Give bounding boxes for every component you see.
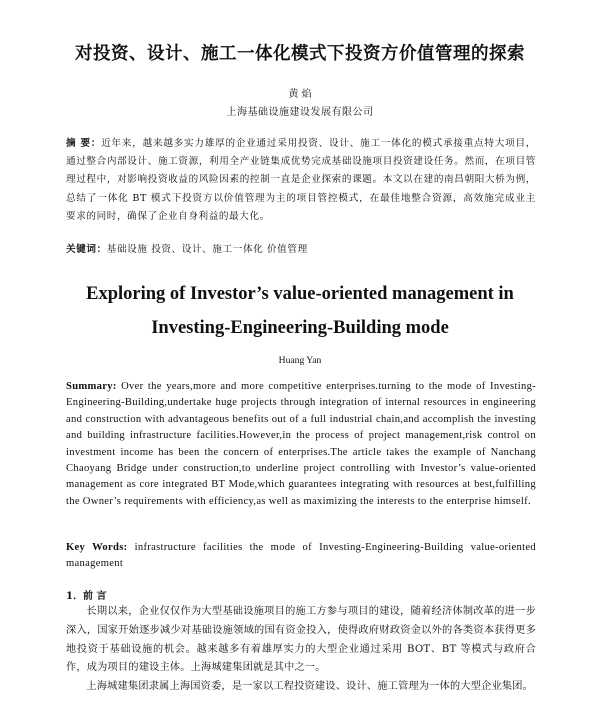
chinese-keywords — [66, 241, 536, 255]
chinese-abstract-text: 近年来，越来越多实力雄厚的企业通过采用投资、设计、施工一体化的模式承接重点特大项目，通过整合内部设计、施工资源，利用全产业链集成优势完成基础设施项目投资建设任务。然而，在项目管理过程中，对影响投资收益的风险因素的控制一直是企业探索的课题。本文以在建的南昌朝阳大桥为例，总结了一体化 BT 模式下投资方以价值管理为主的项目管控模式，在最佳地整合资源，高效施完成业主要求的同时，确保了企业自身利益的最大化。 — [66, 138, 537, 222]
english-title-line-1: Exploring of Investor’s value-oriented management in — [86, 284, 514, 304]
english-author: Huang Yan — [278, 355, 322, 366]
chinese-keywords-text: 基础设施 投资、设计、施工一体化 价值管理 — [106, 244, 308, 255]
introduction-body — [66, 603, 536, 697]
english-summary — [66, 379, 536, 510]
english-keywords — [66, 540, 536, 573]
english-summary-label: Summary: — [66, 381, 117, 392]
section-heading-introduction: 1．前 言 — [66, 591, 107, 602]
english-keywords-text: infrastructure facilities the mode of Investing-Engineering-Building value-oriented management — [66, 542, 536, 570]
chinese-keywords-label: 关键词： — [66, 244, 107, 255]
body-paragraph: 长期以来，企业仅仅作为大型基础设施项目的施工方参与项目的建设，随着经济体制改革的进一步深入，国家开始逐步减少对基础设施领域的国有资金投入，使得政府财政资金以外的各类资本获得更多地投资于基础设施的机会。越来越多有着雄厚实力的大型企业通过采用 BOT、BT 等模式与政府合作，成为项目的建设主体。上海城建集团就是其中之一。 — [66, 606, 536, 674]
body-paragraph: 上海城建集团隶属上海国资委，是一家以工程投资建设、设计、施工管理为一体的大型企业集团。 — [86, 681, 534, 693]
chinese-author: 黄 焰 — [288, 89, 312, 100]
chinese-title: 对投资、设计、施工一体化模式下投资方价值管理的探索 — [75, 44, 525, 64]
chinese-affiliation: 上海基础设施建设发展有限公司 — [226, 107, 374, 118]
chinese-abstract-label: 摘 要： — [66, 138, 102, 149]
chinese-abstract — [66, 135, 536, 226]
english-summary-text: Over the years,more and more competitive enterprises.turning to the mode of Investing-Engineering-Building,undertake huge projects through integration of internal resources in engineering and construction with advantageous benefits out of a full industrial chain,and accomplish the investing and building infrastructure facilities.However,in the process of project management,risk control on investment income has been the concern of enterprises.The article takes the example of Nanchang Chaoyang Bridge under construction,to underline project controlling with Investor’s value-oriented management as core integrated BT Mode,which guarantees integrating with resources at best,fulfilling the Owner’s requirements with efficiency,as well as maximizing the interests to the enterprise himself. — [66, 381, 536, 507]
english-keywords-label: Key Words: — [66, 542, 128, 553]
english-title-line-2: Investing-Engineering-Building mode — [151, 318, 449, 338]
